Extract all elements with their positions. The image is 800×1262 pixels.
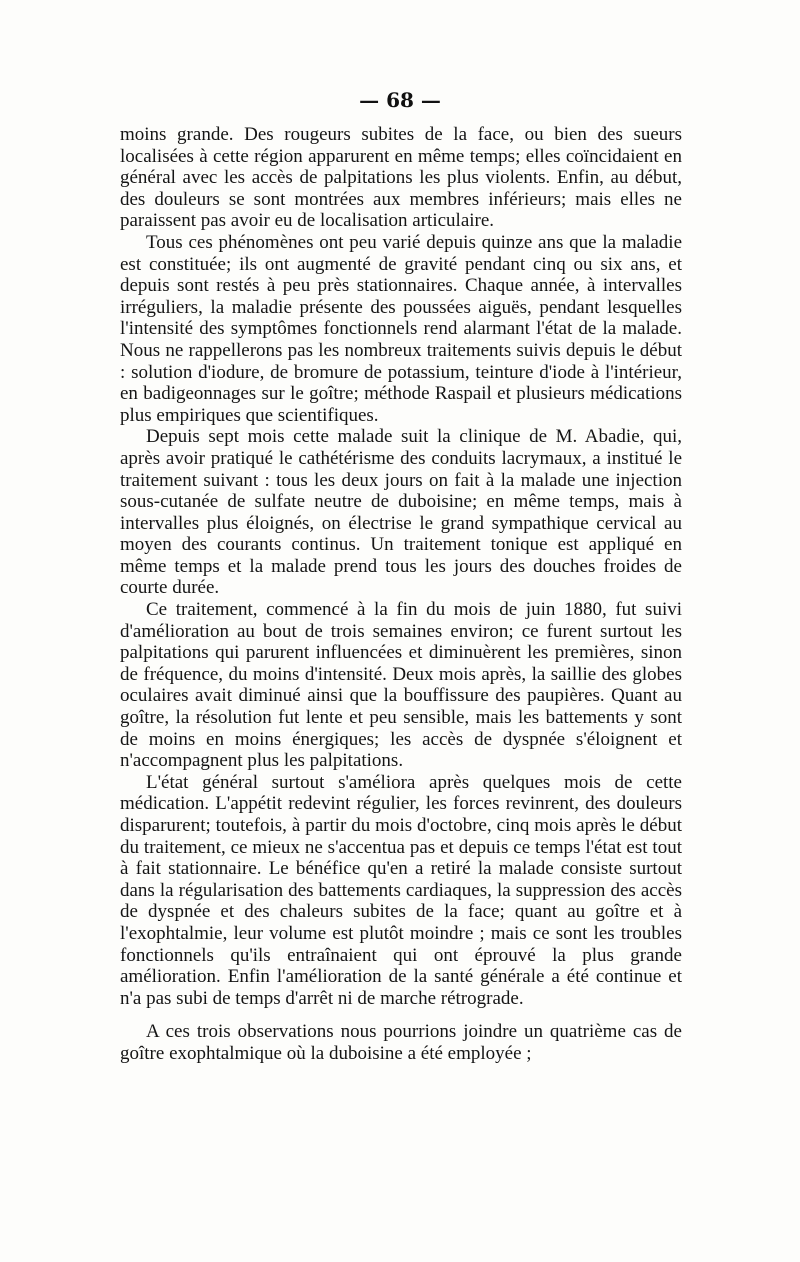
paragraph-1: moins grande. Des rougeurs subites de la face, ou bien des sueurs localisées à cette région apparurent en même temps; elles coïncidaient en général avec les accès de palpitations les plus violents. Enfin, au début, des douleurs se sont montrées aux membres inférieurs; mais elles ne paraissent pas avoir eu de localisation articulaire. [120,124,682,232]
paragraph-5: L'état général surtout s'améliora après quelques mois de cette médication. L'appétit redevint régulier, les forces revinrent, des douleurs disparurent; toutefois, à partir du mois d'octobre, cinq mois après le début du traitement, ce mieux ne s'accentua pas et depuis ce temps l'état est tout à fait stationnaire. Le bénéfice qu'en a retiré la malade consiste surtout dans la régularisation des battements cardiaques, la suppression des accès de dyspnée et des chaleurs subites de la face; quant au goître et à l'exophtalmie, leur volume est plutôt moindre ; mais ce sont les troubles fonctionnels qu'ils entraînaient qui ont éprouvé la plus grande amélioration. Enfin l'amélioration de la santé générale a été continue et n'a pas subi de temps d'arrêt ni de marche rétrograde. [120,771,682,1009]
paragraph-2: Tous ces phénomènes ont peu varié depuis quinze ans que la maladie est constituée; ils ont augmenté de gravité pendant cinq ou six ans, et depuis sont restés à peu près stationnaires. Chaque année, à intervalles irréguliers, la maladie présente des poussées aiguës, pendant lesquelles l'intensité des symptômes fonctionnels rend alarmant l'état de la malade. Nous ne rappellerons pas les nombreux traitements suivis depuis le début : solution d'iodure, de bromure de potassium, teinture d'iode à l'intérieur, en badigeonnages sur le goître; méthode Raspail et plusieurs médications plus empiriques que scientifiques. [120,231,682,426]
paragraph-6: A ces trois observations nous pourrions joindre un quatrième cas de goître exophtalmique où la duboisine a été employée ; [120,1021,682,1064]
paragraph-3: Depuis sept mois cette malade suit la clinique de M. Abadie, qui, après avoir pratiqué le cathétérisme des conduits lacrymaux, a institué le traitement suivant : tous les deux jours on fait à la malade une injection sous-cutanée de sulfate neutre de duboisine; en même temps, mais à intervalles plus éloignés, on électrise le grand sympathique cervical au moyen des courants continus. Un traitement tonique est appliqué en même temps et la malade prend tous les jours des douches froides de courte durée. [120,426,682,599]
paragraph-4: Ce traitement, commencé à la fin du mois de juin 1880, fut suivi d'amélioration au bout de trois semaines environ; ce furent surtout les palpitations qui parurent influencées et diminuèrent les premières, sinon de fréquence, du moins d'intensité. Deux mois après, la saillie des globes oculaires avait diminué ainsi que la bouffissure des paupières. Quant au goître, la résolution fut lente et peu sensible, mais les battements y sont de moins en moins énergiques; les accès de dyspnée s'éloignent et n'accompagnent plus les palpitations. [120,599,682,772]
body-text [120,124,682,1065]
page-number: — 68 — [359,88,441,112]
